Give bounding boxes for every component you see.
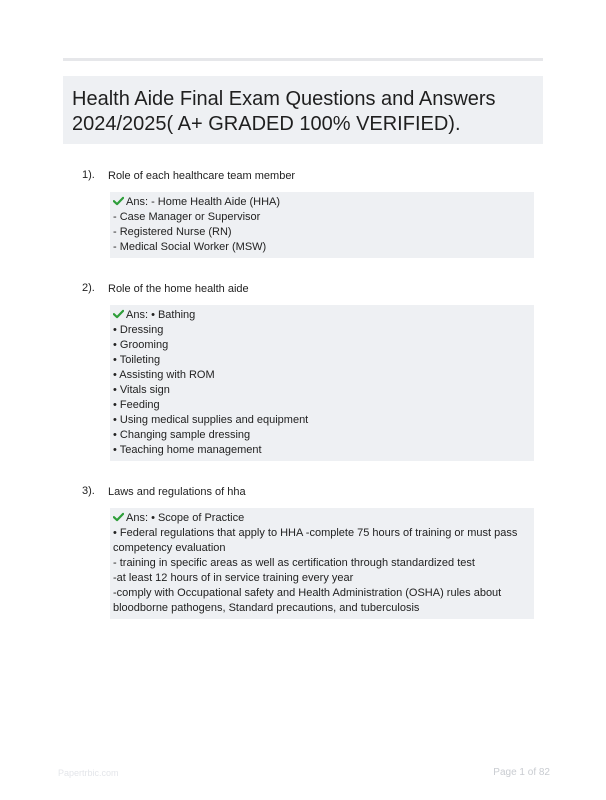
question-row — [80, 281, 550, 299]
answer-box — [110, 305, 534, 461]
question-row — [80, 484, 550, 502]
title-banner — [63, 76, 543, 144]
check-icon — [113, 309, 124, 319]
question-text: Role of each healthcare team member — [108, 170, 296, 182]
question-text: Role of the home health aide — [108, 283, 249, 295]
question-number: 1). — [82, 169, 95, 181]
answer-line: • Toileting — [113, 354, 161, 366]
question-number: 3). — [82, 485, 95, 497]
answer-line: • Federal regulations that apply to HHA -complete 75 hours of training or must pass competency evaluation — [113, 527, 518, 554]
question-block — [80, 168, 550, 258]
answer-line: - Registered Nurse (RN) — [113, 226, 232, 238]
answer-line: • Grooming — [113, 339, 169, 351]
question-row — [80, 168, 550, 186]
answer-line: • Teaching home management — [113, 444, 262, 456]
question-text: Laws and regulations of hha — [108, 486, 246, 498]
answer-box — [110, 508, 534, 619]
top-divider — [63, 58, 543, 61]
document-title: Health Aide Final Exam Questions and Answers 2024/2025( A+ GRADED 100% VERIFIED). — [72, 88, 496, 135]
answer-line: -comply with Occupational safety and Health Administration (OSHA) rules about bloodborne pathogens, Standard precautions, and tuberculosis — [113, 587, 502, 614]
page-number: Page 1 of 82 — [493, 767, 550, 778]
answer-line: • Using medical supplies and equipment — [113, 414, 309, 426]
check-icon — [113, 512, 124, 522]
answer-line: - training in specific areas as well as certification through standardized test — [113, 557, 475, 569]
answer-line: Ans: • Scope of Practice — [113, 511, 531, 526]
answer-line: • Assisting with ROM — [113, 369, 215, 381]
question-block — [80, 281, 550, 461]
answer-line: Ans: - Home Health Aide (HHA) — [113, 195, 531, 210]
question-number: 2). — [82, 282, 95, 294]
check-icon — [113, 196, 124, 206]
answer-line: • Feeding — [113, 399, 160, 411]
answer-line: - Case Manager or Supervisor — [113, 211, 261, 223]
answer-box — [110, 192, 534, 258]
answer-line: • Changing sample dressing — [113, 429, 251, 441]
footer-watermark: Papertrbic.com — [58, 768, 119, 778]
question-block — [80, 484, 550, 619]
answer-line: • Dressing — [113, 324, 164, 336]
answer-line: - Medical Social Worker (MSW) — [113, 241, 267, 253]
answer-line: -at least 12 hours of in service training every year — [113, 572, 354, 584]
answer-line: Ans: • Bathing — [113, 308, 531, 323]
answer-line: • Vitals sign — [113, 384, 170, 396]
